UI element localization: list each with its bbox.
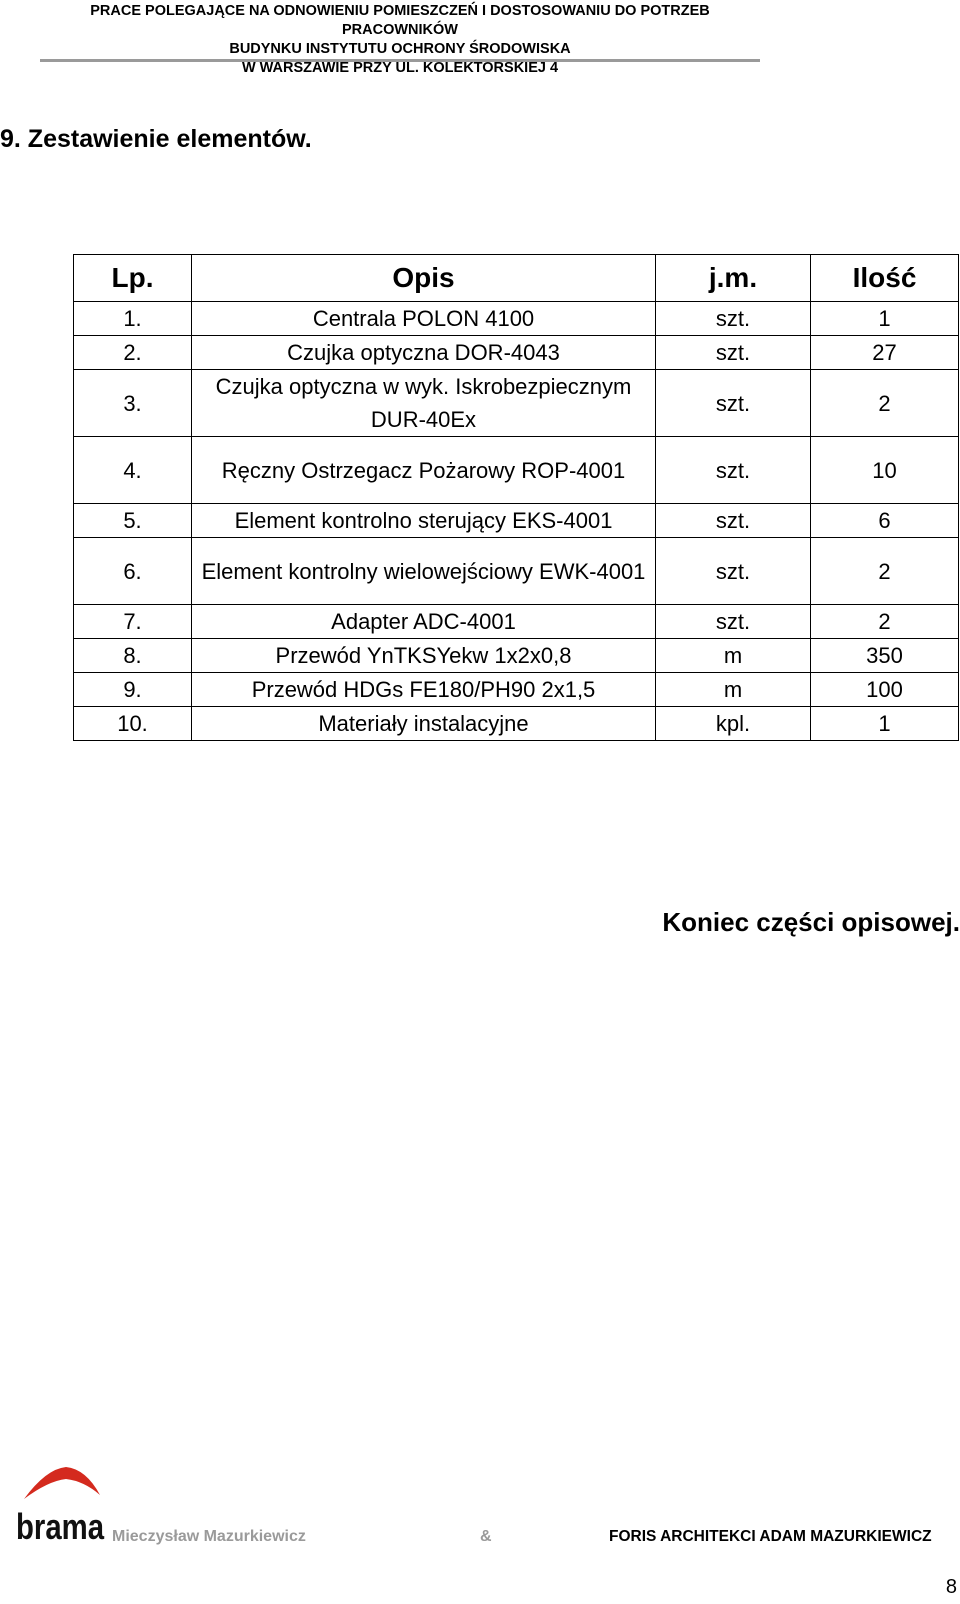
cell-opis: Element kontrolno sterujący EKS-4001 <box>192 504 656 538</box>
cell-jm: szt. <box>656 370 811 437</box>
elements-table <box>73 254 959 741</box>
cell-lp: 9. <box>74 673 192 707</box>
header-ilosc: Ilość <box>811 255 959 302</box>
cell-ilosc: 1 <box>811 707 959 741</box>
cell-jm: szt. <box>656 336 811 370</box>
table-row <box>74 437 959 504</box>
document-header <box>40 2 760 78</box>
cell-lp: 2. <box>74 336 192 370</box>
cell-lp: 3. <box>74 370 192 437</box>
cell-lp: 1. <box>74 302 192 336</box>
table-row <box>74 639 959 673</box>
cell-opis: Materiały instalacyjne <box>192 707 656 741</box>
cell-opis: Ręczny Ostrzegacz Pożarowy ROP-4001 <box>192 437 656 504</box>
cell-jm: szt. <box>656 302 811 336</box>
table-row <box>74 336 959 370</box>
cell-opis: Adapter ADC-4001 <box>192 605 656 639</box>
cell-opis: Czujka optyczna DOR-4043 <box>192 336 656 370</box>
table-row <box>74 538 959 605</box>
header-line-3: W WARSZAWIE PRZY UL. KOLEKTORSKIEJ 4 <box>241 60 559 76</box>
footer-company: FORIS ARCHITEKCI ADAM MAZURKIEWICZ <box>609 1528 932 1545</box>
cell-ilosc: 10 <box>811 437 959 504</box>
section-title: 9. Zestawienie elementów. <box>0 125 312 153</box>
cell-ilosc: 6 <box>811 504 959 538</box>
table-row <box>74 605 959 639</box>
header-line-2: BUDYNKU INSTYTUTU OCHRONY ŚRODOWISKA <box>229 41 571 57</box>
header-lp: Lp. <box>74 255 192 302</box>
cell-jm: szt. <box>656 437 811 504</box>
header-rule <box>40 59 760 62</box>
cell-lp: 6. <box>74 538 192 605</box>
end-of-description: Koniec części opisowej. <box>662 907 960 937</box>
cell-opis: Przewód HDGs FE180/PH90 2x1,5 <box>192 673 656 707</box>
cell-lp: 8. <box>74 639 192 673</box>
cell-ilosc: 2 <box>811 538 959 605</box>
cell-opis: Przewód YnTKSYekw 1x2x0,8 <box>192 639 656 673</box>
table-row <box>74 370 959 437</box>
table-row <box>74 302 959 336</box>
cell-lp: 5. <box>74 504 192 538</box>
cell-lp: 10. <box>74 707 192 741</box>
cell-lp: 4. <box>74 437 192 504</box>
page-number: 8 <box>945 1576 957 1598</box>
table-header-row <box>74 255 959 302</box>
table-row <box>74 673 959 707</box>
header-opis: Opis <box>192 255 656 302</box>
footer-author: Mieczysław Mazurkiewicz <box>112 1528 306 1545</box>
cell-jm: szt. <box>656 605 811 639</box>
cell-jm: kpl. <box>656 707 811 741</box>
cell-ilosc: 100 <box>811 673 959 707</box>
cell-jm: m <box>656 673 811 707</box>
table-row <box>74 504 959 538</box>
cell-jm: szt. <box>656 504 811 538</box>
footer-ampersand: & <box>480 1528 492 1545</box>
cell-jm: szt. <box>656 538 811 605</box>
header-line-1: PRACE POLEGAJĄCE NA ODNOWIENIU POMIESZCZEŃ I DOSTOSOWANIU DO POTRZEB PRACOWNIKÓW <box>90 3 710 38</box>
cell-ilosc: 1 <box>811 302 959 336</box>
cell-opis: Czujka optyczna w wyk. Iskrobezpiecznym DUR-40Ex <box>192 370 656 437</box>
cell-ilosc: 2 <box>811 605 959 639</box>
cell-jm: m <box>656 639 811 673</box>
cell-lp: 7. <box>74 605 192 639</box>
cell-ilosc: 27 <box>811 336 959 370</box>
logo-text: brama <box>16 1506 105 1547</box>
cell-ilosc: 2 <box>811 370 959 437</box>
cell-opis: Element kontrolny wielowejściowy EWK-4001 <box>192 538 656 605</box>
brama-logo <box>14 1465 106 1547</box>
cell-opis: Centrala POLON 4100 <box>192 302 656 336</box>
cell-ilosc: 350 <box>811 639 959 673</box>
header-jm: j.m. <box>656 255 811 302</box>
table-row <box>74 707 959 741</box>
logo-arc-icon <box>24 1467 100 1499</box>
